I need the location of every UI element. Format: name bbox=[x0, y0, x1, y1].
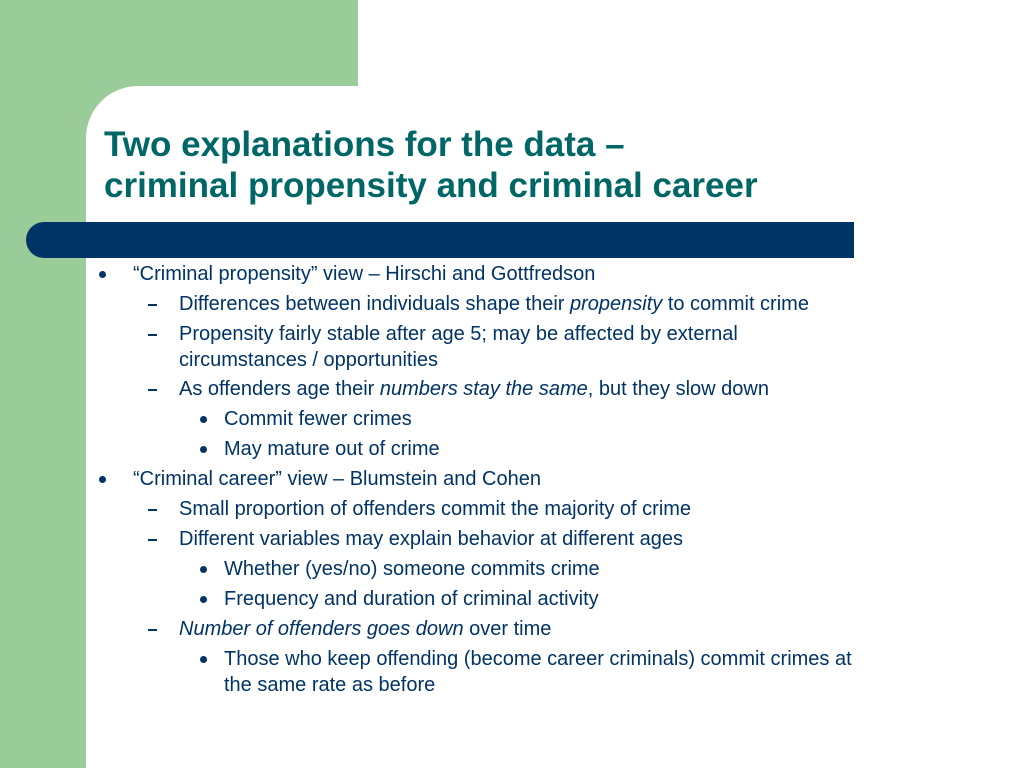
text-part: Differences between individuals shape their bbox=[179, 293, 570, 315]
third-bullet-fewer-crimes bbox=[0, 406, 1024, 432]
sub-bullet-text-line-2: circumstances / opportunities bbox=[179, 349, 439, 371]
bullet-dot-icon bbox=[99, 271, 106, 278]
sub-bullet-text: Small proportion of offenders commit the majority of crime bbox=[179, 498, 692, 520]
dash-icon bbox=[148, 334, 157, 336]
text-part: , but they slow down bbox=[587, 378, 769, 400]
sub-bullet-small-proportion bbox=[0, 496, 1024, 522]
third-bullet-text: May mature out of crime bbox=[224, 438, 440, 460]
sub-bullet-text-line-1: Propensity fairly stable after age 5; may be affected by external bbox=[179, 323, 738, 345]
third-bullet-mature-out bbox=[0, 436, 1024, 462]
bullet-dot-icon bbox=[200, 446, 207, 453]
sub-bullet-offenders-age bbox=[0, 376, 1024, 402]
third-bullet-career-criminals bbox=[0, 646, 1024, 698]
third-bullet-text: Whether (yes/no) someone commits crime bbox=[224, 558, 600, 580]
text-part: to commit crime bbox=[662, 293, 809, 315]
slide-title-line-2: criminal propensity and criminal career bbox=[104, 166, 758, 205]
bullet-dot-icon bbox=[200, 566, 207, 573]
dash-icon bbox=[148, 389, 157, 391]
title-divider-bar bbox=[26, 222, 854, 258]
emphasis-text: Number of offenders goes down bbox=[179, 618, 464, 640]
dash-icon bbox=[148, 539, 157, 541]
sub-bullet-text: Different variables may explain behavior at different ages bbox=[179, 528, 683, 550]
bullet-text: “Criminal career” view – Blumstein and Cohen bbox=[133, 468, 541, 490]
slide-title-line-1: Two explanations for the data – bbox=[104, 125, 625, 164]
bullet-criminal-career bbox=[0, 466, 1024, 492]
dash-icon bbox=[148, 509, 157, 511]
bullet-dot-icon bbox=[99, 476, 106, 483]
emphasis-text: numbers stay the same bbox=[379, 378, 588, 400]
third-bullet-whether bbox=[0, 556, 1024, 582]
text-part: over time bbox=[463, 618, 552, 640]
bullet-dot-icon bbox=[200, 656, 207, 663]
slide-title bbox=[104, 124, 904, 206]
text-part: As offenders age their bbox=[179, 378, 380, 400]
sub-bullet-differences bbox=[0, 291, 1024, 317]
third-bullet-text-line-2: the same rate as before bbox=[224, 674, 436, 696]
bullet-dot-icon bbox=[200, 596, 207, 603]
sub-bullet-propensity-stable bbox=[0, 321, 1024, 373]
third-bullet-text: Commit fewer crimes bbox=[224, 408, 412, 430]
third-bullet-text-line-1: Those who keep offending (become career criminals) commit crimes at bbox=[224, 648, 852, 670]
bullet-dot-icon bbox=[200, 416, 207, 423]
bullet-criminal-propensity bbox=[0, 261, 1024, 287]
sub-bullet-offenders-down bbox=[0, 616, 1024, 642]
third-bullet-frequency bbox=[0, 586, 1024, 612]
third-bullet-text: Frequency and duration of criminal activity bbox=[224, 588, 599, 610]
sub-bullet-different-variables bbox=[0, 526, 1024, 552]
bullet-text: “Criminal propensity” view – Hirschi and Gottfredson bbox=[133, 263, 596, 285]
dash-icon bbox=[148, 304, 157, 306]
dash-icon bbox=[148, 629, 157, 631]
emphasis-text: propensity bbox=[569, 293, 663, 315]
